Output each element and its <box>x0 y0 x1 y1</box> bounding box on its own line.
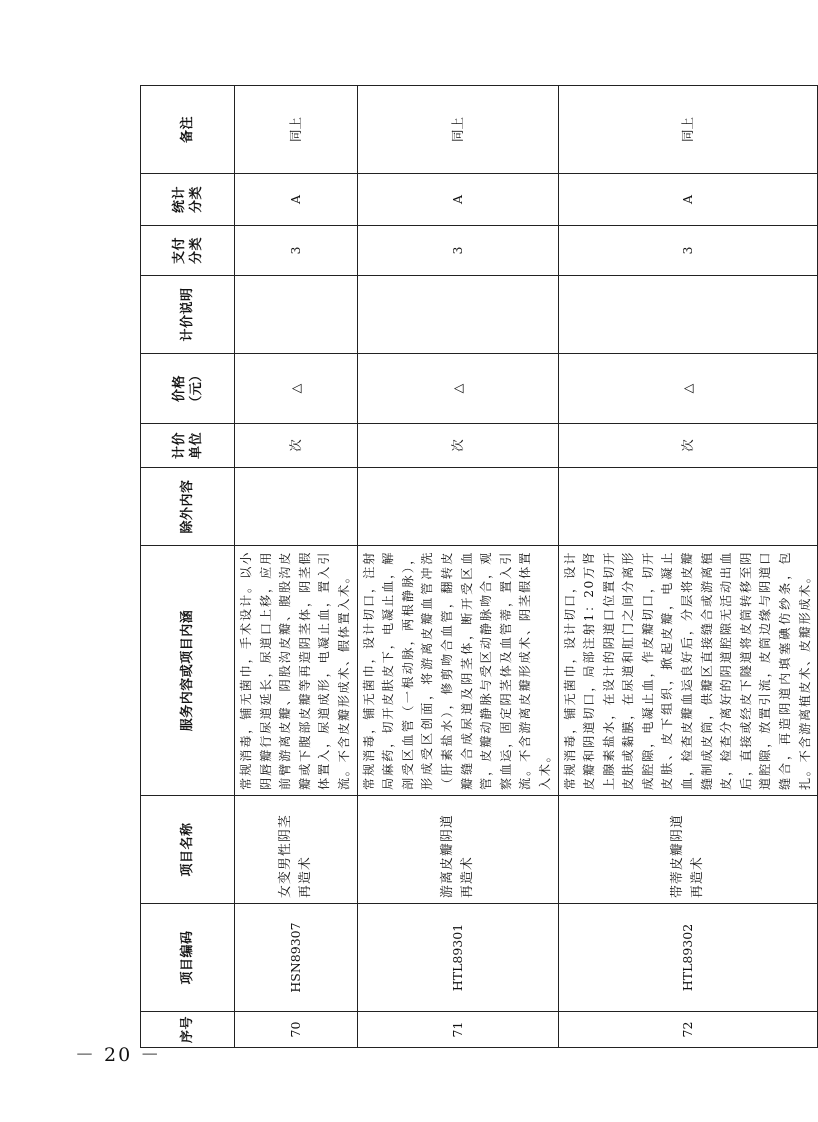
row-code: HTL89302 <box>558 904 818 1012</box>
header-stat <box>141 174 235 226</box>
header-row <box>141 86 235 1048</box>
row-unit: 次 <box>357 424 558 468</box>
page-number: － 20 － <box>75 1044 162 1066</box>
header-price-line2: （元） <box>188 368 204 409</box>
header-code: 项目编码 <box>141 904 235 1012</box>
row-content: 常规消毒，铺无菌巾，设计切口，设计皮瓣和阴道切口，局部注射1：20万肾上腺素盐水，在设计的阴道口位置切开皮肤或黏膜，在尿道和肛门之间分离形成腔隙，电凝止血，作皮瓣切口，切开皮肤、皮下组织，掀起皮瓣，电凝止血，检查皮瓣血运良好后，分层将皮瓣缝制成皮筒，供瓣区直接缝合或游离植皮，检查分离好的阴道腔隙无活动出血后，直接或经皮下隧道将皮筒转移至阴道腔隙，放置引流，皮筒边缘与阴道口缝合，再造阴道内填塞碘仿纱条，包扎。不含游离植皮术、皮瓣形成术。 <box>558 546 818 796</box>
header-stat-line1: 统计 <box>171 186 187 214</box>
row-stat: A <box>357 174 558 226</box>
row-unit: 次 <box>235 424 358 468</box>
row-price: △ <box>235 354 358 424</box>
header-name: 项目名称 <box>141 796 235 904</box>
row-unit: 次 <box>558 424 818 468</box>
row-remark: 同上 <box>235 86 358 174</box>
table-row <box>235 86 358 1048</box>
row-seq: 70 <box>235 1012 358 1048</box>
row-name: 游离皮瓣阴道再造术 <box>357 796 558 904</box>
table-row <box>357 86 558 1048</box>
row-pricing-note <box>357 276 558 354</box>
header-price-line1: 价格 <box>171 375 187 403</box>
row-excluded <box>357 468 558 546</box>
row-name: 带蒂皮瓣阴道再造术 <box>558 796 818 904</box>
header-unit-line2: 单位 <box>188 432 204 460</box>
row-excluded <box>235 468 358 546</box>
header-price <box>141 354 235 424</box>
row-remark: 同上 <box>558 86 818 174</box>
header-excluded: 除外内容 <box>141 468 235 546</box>
header-stat-line2: 分类 <box>188 186 204 214</box>
row-seq: 71 <box>357 1012 558 1048</box>
row-code: HTL89301 <box>357 904 558 1012</box>
header-unit-line1: 计价 <box>171 432 187 460</box>
row-price: △ <box>558 354 818 424</box>
row-content: 常规消毒，铺无菌巾，设计切口，注射局麻药，切开皮肤皮下，电凝止血，解剖受区血管（一根动脉，两根静脉），形成受区创面，将游离皮瓣血管冲洗（肝素盐水），修剪吻合血管，翻转皮瓣缝合成尿道及阴茎体，断开受区血管，皮瓣动静脉与受区动静脉吻合，观察血运，固定阴茎体及血管蒂，置入引流。不含游离皮瓣形成术、阴茎假体置入术。 <box>357 546 558 796</box>
row-excluded <box>558 468 818 546</box>
row-code: HSN89307 <box>235 904 358 1012</box>
header-payment-line2: 分类 <box>188 237 204 265</box>
rotated-table-stage <box>140 86 812 1048</box>
pricing-table <box>140 85 818 1048</box>
header-payment <box>141 226 235 276</box>
row-stat: A <box>558 174 818 226</box>
row-content: 常规消毒，铺无菌巾，手术设计。以小阴唇瓣行尿道延长，尿道口上移，应用前臂游离皮瓣、阴股沟皮瓣、腹股沟皮瓣或下腹部皮瓣等再造阴茎体，阴茎假体置入，尿道成形，电凝止血，置入引流。不含皮瓣形成术、假体置入术。 <box>235 546 358 796</box>
row-seq: 72 <box>558 1012 818 1048</box>
row-payment: 3 <box>235 226 358 276</box>
table-row <box>558 86 818 1048</box>
row-pricing-note <box>235 276 358 354</box>
row-remark: 同上 <box>357 86 558 174</box>
header-unit <box>141 424 235 468</box>
header-payment-line1: 支付 <box>171 237 187 265</box>
header-remark: 备注 <box>141 86 235 174</box>
row-name: 女变男性阴茎再造术 <box>235 796 358 904</box>
row-payment: 3 <box>357 226 558 276</box>
row-payment: 3 <box>558 226 818 276</box>
row-price: △ <box>357 354 558 424</box>
header-seq: 序号 <box>141 1012 235 1048</box>
header-pricing-note: 计价说明 <box>141 276 235 354</box>
row-stat: A <box>235 174 358 226</box>
header-content: 服务内容或项目内涵 <box>141 546 235 796</box>
row-pricing-note <box>558 276 818 354</box>
